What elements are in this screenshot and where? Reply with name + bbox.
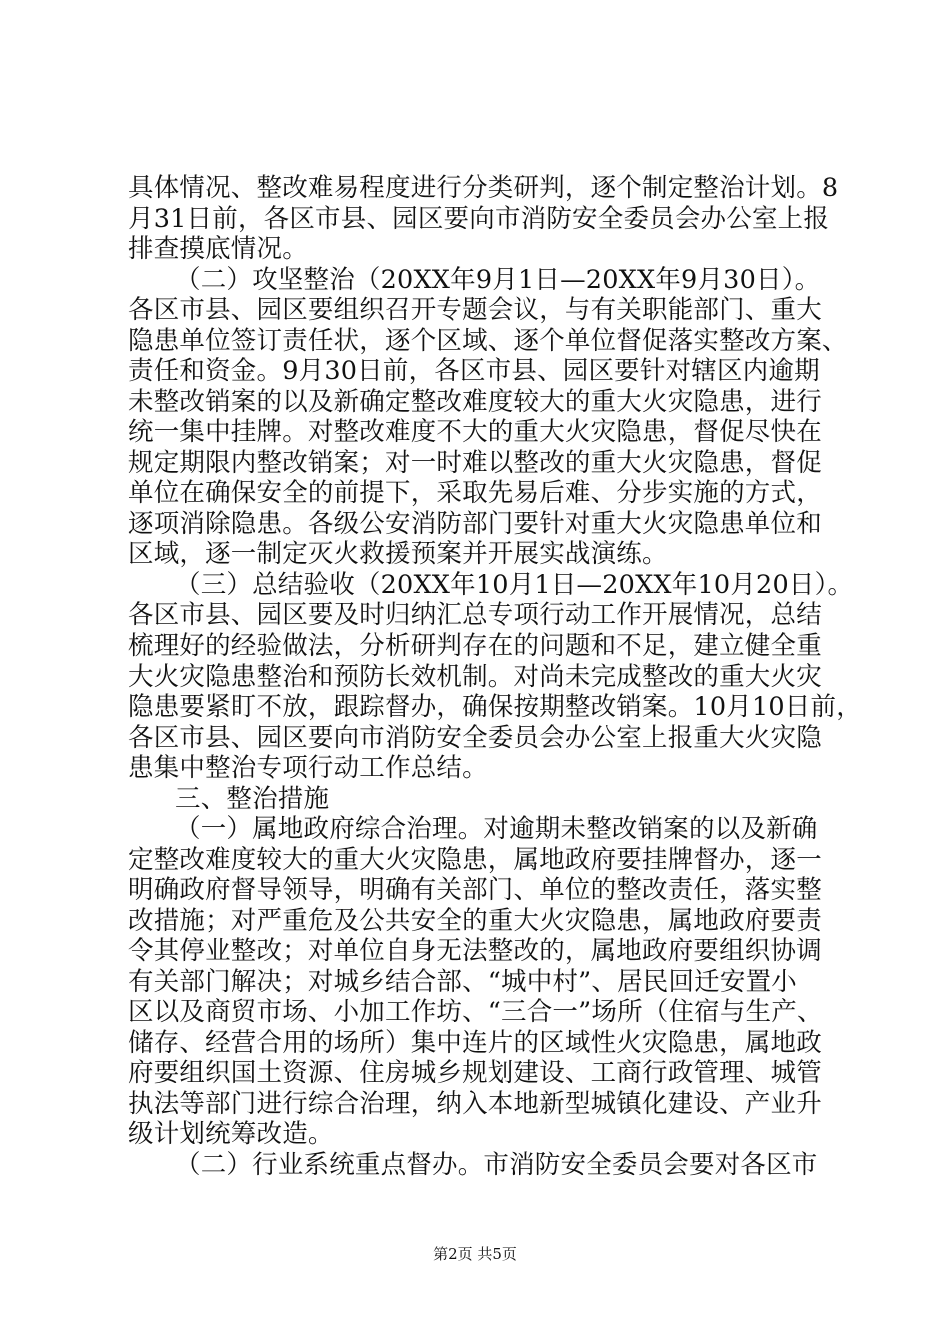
body-text-line: 各区市县、园区要向市消防安全委员会办公室上报重大火灾隐 xyxy=(128,723,822,753)
body-text-line: 逐项消除隐患。各级公安消防部门要针对重大火灾隐患单位和 xyxy=(128,509,822,539)
body-text-line: 患集中整治专项行动工作总结。 xyxy=(128,753,488,783)
body-text-line: 区以及商贸市场、小加工作坊、“三合一”场所（住宿与生产、 xyxy=(128,997,823,1027)
body-text-line: 储存、经营合用的场所）集中连片的区域性火灾隐患，属地政 xyxy=(128,1028,822,1058)
body-text-line: 隐患单位签订责任状，逐个区域、逐个单位督促落实整改方案、 xyxy=(128,326,848,356)
chapter-heading: 三、整治措施 xyxy=(175,784,330,814)
body-text-line: 统一集中挂牌。对整改难度不大的重大火灾隐患，督促尽快在 xyxy=(128,417,822,447)
body-text-line: 执法等部门进行综合治理，纳入本地新型城镇化建设、产业升 xyxy=(128,1089,822,1119)
body-text-line: 月31日前，各区市县、园区要向市消防安全委员会办公室上报 xyxy=(128,204,830,234)
body-text-line: 单位在确保安全的前提下，采取先易后难、分步实施的方式， xyxy=(128,478,822,508)
body-text-line: （二）行业系统重点督办。市消防安全委员会要对各区市 xyxy=(175,1150,818,1180)
body-text-line: 级计划统筹改造。 xyxy=(128,1119,334,1149)
body-text-line: 未整改销案的以及新确定整改难度较大的重大火灾隐患，进行 xyxy=(128,387,822,417)
body-text-line: 区域，逐一制定灭火救援预案并开展实战演练。 xyxy=(128,539,668,569)
body-text-line: 府要组织国土资源、住房城乡规划建设、工商行政管理、城管 xyxy=(128,1058,822,1088)
body-text-line: 有关部门解决；对城乡结合部、“城中村”、居民回迁安置小 xyxy=(128,967,797,997)
body-text-line: 改措施；对严重危及公共安全的重大火灾隐患，属地政府要责 xyxy=(128,906,822,936)
section-heading-line: （一）属地政府综合治理。对逾期未整改销案的以及新确 xyxy=(175,814,818,844)
body-text-line: 责任和资金。9月30日前，各区市县、园区要针对辖区内逾期 xyxy=(128,356,820,386)
body-text-line: 定整改难度较大的重大火灾隐患，属地政府要挂牌督办，逐一 xyxy=(128,845,822,875)
section-heading-line: （三）总结验收（20XX年10月1日—20XX年10月20日）。 xyxy=(175,570,854,600)
body-text-line: 排查摸底情况。 xyxy=(128,234,308,264)
body-text-line: 令其停业整改；对单位自身无法整改的，属地政府要组织协调 xyxy=(128,936,822,966)
body-text-line: 具体情况、整改难易程度进行分类研判，逐个制定整治计划。8 xyxy=(128,173,839,203)
page-footer: 第2页 共5页 xyxy=(433,1245,517,1263)
body-text-line: 大火灾隐患整治和预防长效机制。对尚未完成整改的重大火灾 xyxy=(128,662,822,692)
body-text-line: 规定期限内整改销案；对一时难以整改的重大火灾隐患，督促 xyxy=(128,448,822,478)
body-text-line: 梳理好的经验做法，分析研判存在的问题和不足，建立健全重 xyxy=(128,631,822,661)
body-text-line: 各区市县、园区要组织召开专题会议，与有关职能部门、重大 xyxy=(128,295,822,325)
body-text-line: 各区市县、园区要及时归纳汇总专项行动工作开展情况，总结 xyxy=(128,600,822,630)
section-heading-line: （二）攻坚整治（20XX年9月1日—20XX年9月30日）。 xyxy=(175,265,821,295)
body-text-line: 明确政府督导领导，明确有关部门、单位的整改责任，落实整 xyxy=(128,875,822,905)
body-text-line: 隐患要紧盯不放，跟踪督办，确保按期整改销案。10月10日前， xyxy=(128,692,862,722)
